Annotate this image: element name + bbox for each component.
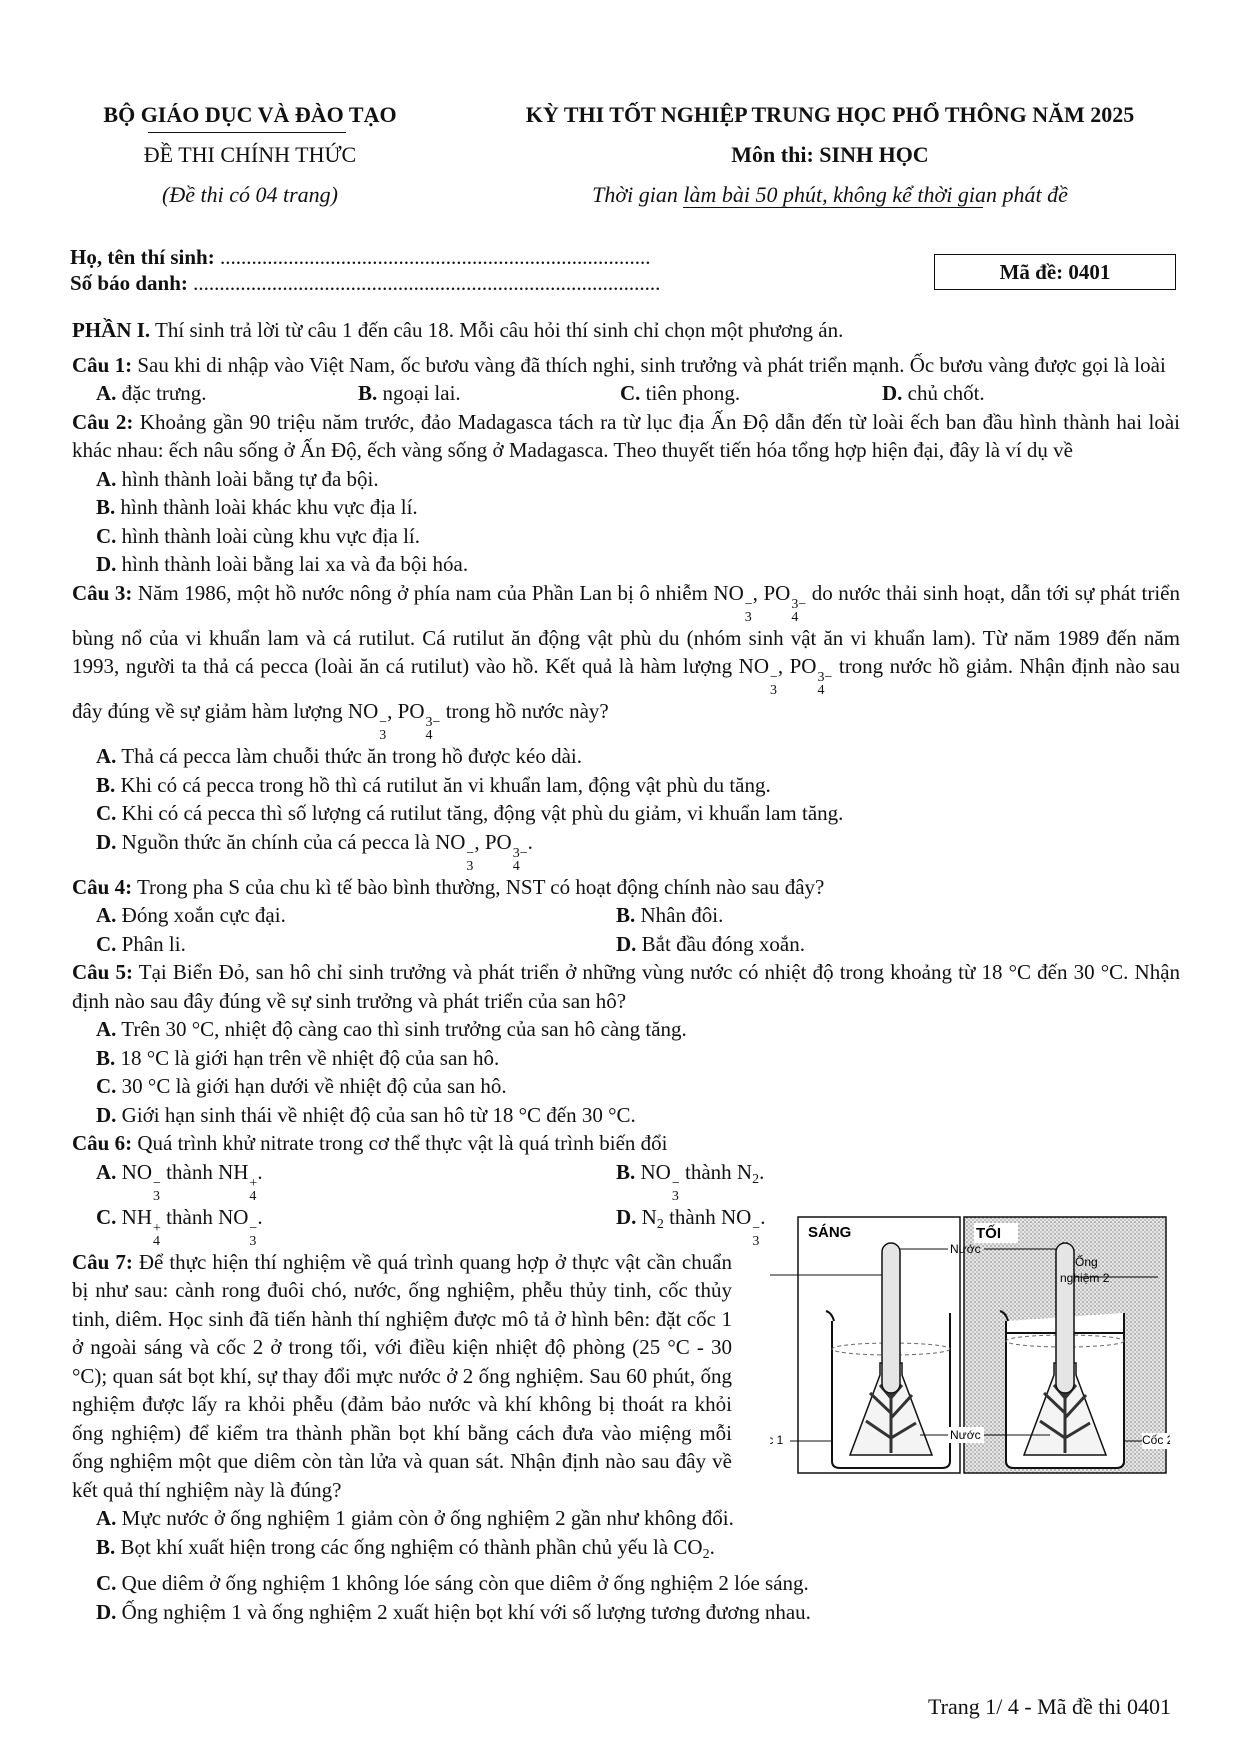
exam-body: PHẦN I. Thí sinh trả lời từ câu 1 đến câu 18. Mỗi câu hỏi thí sinh chỉ chọn một phương án. Câu 1: Sau khi di nhập vào Việt Nam, ốc bươu vàng đã thích nghi, sinh trưởng và phát triển mạnh. Ốc bươu vàng được gọi là loài A. đặc trưng. B. ngoại lai. C. tiên phong. D. chủ chốt. Câu 2: Khoảng gần 90 triệu năm trước, đảo Madagasca tách ra từ lục địa Ấn Độ dẫn đến từ loài ếch ban đầu hình thành hai loài khác nhau: ếch nâu sống ở Ấn Độ, ếch vàng sống ở Madagasca. Theo thuyết tiến hóa tổng hợp hiện đại, đây là ví dụ về A. hình thành loài bằng tự đa bội. B. hình thành loài khác khu vực địa lí. C. hình thành loài cùng khu vực địa lí. D. hình thành loài bằng lai xa và đa bội hóa. Câu 3: Năm 1986, một hồ nước nông ở phía nam của Phần Lan bị ô nhiễm NO − 3 , PO 3− 4 do nước thải sinh hoạt, dẫn tới sự phát triển bùng nổ của vi khuẩn lam và cá rutilut. Cá rutilut ăn động vật phù du (nhóm sinh vật ăn vi khuẩn lam). Từ năm 1989 đến năm 1993, người ta thả cá pecca (loài ăn cá rutilut) vào hồ. Kết quả là hàm lượng NO − 3 , PO 3− 4 trong nước hồ giảm. Nhận định nào sau đây đúng về sự giảm hàm lượng NO − 3 , PO 3− 4 trong hồ nước này? A. Thả cá pecca làm chuỗi thức ăn trong hồ được kéo dài. B. Khi có cá pecca trong hồ thì cá rutilut ăn vi khuẩn lam, động vật phù du tăng. C. Khi có cá pecca thì số lượng cá rutilut tăng, động vật phù du giảm, vi khuẩn lam tăng. D. Nguồn thức ăn chính của cá pecca là NO − 3 , PO 3− 4 . Câu 4: Trong pha S của chu kì tế bào bình thường, NST có hoạt động chính nào sau đây? A. Đóng xoắn cực đại. B. Nhân đôi. C. Phân li. D. Bắt đầu đóng xoắn. Câu 5: Tại Biển Đỏ, san hô chỉ sinh trưởng và phát triển ở những vùng nước có nhiệt độ trong khoảng từ 18 °C đến 30 °C. Nhận định nào sau đây đúng về sự sinh trưởng và phát triển của san hô? A. Trên 30 °C, nhiệt độ càng cao thì sinh trưởng của san hô càng tăng. B. 18 °C là giới hạn trên về nhiệt độ của san hô. C. 30 °C là giới hạn dưới về nhiệt độ của san hô. D. Giới hạn sinh thái về nhiệt độ của san hô từ 18 °C đến 30 °C. Câu 6: Quá trình khử nitrate trong cơ thể thực vật là quá trình biến đổi A. NO − 3 thành NH + 4 . B. NO − 3 thành $N_2$. C. NH + 4 thành NO − 3 . D. $N_2$ thành NO − 3 . Câu 7: Để thực hiện thí nghiệm về quá trình quang hợp ở thực vật cần chuẩn bị như sau: cành rong đuôi chó, nước, ống nghiệm, phễu thủy tinh, cốc thủy tinh, diêm. Học sinh đã tiến hành thí nghiệm được mô tả ở hình bên: đặt cốc 1 ở ngoài sáng và cốc 2 ở trong tối, với điều kiện nhiệt độ phòng (25 °C - 30 °C); quan sát bọt khí, sự thay đổi mực nước ở 2 ống nghiệm. Sau 60 phút, ống nghiệm được lấy ra khỏi phễu (đảm bảo nước và khí không bị thoát ra khỏi ống nghiệm) để kiểm tra thành phần bọt khí bằng cách đưa vào miệng mỗi ống nghiệm một que diêm còn tàn lửa và quan sát. Nhận định nào sau đây về kết quả thí nghiệm này là đúng? A. Mực nước ở ống nghiệm 1 giảm còn ở ống nghiệm 2 gần như không đổi. B. Bọt khí xuất hiện trong các ống nghiệm có thành phần chủ yếu là $CO_2$. C. Que diêm ở ống nghiệm 1 không lóe sáng còn que diêm ở ống nghiệm 2 lóe sáng. D. Ống nghiệm 1 và ống nghiệm 2 xuất hiện bọt khí với số lượng tương đương nhau. — [72, 318, 1181, 1624]
subject: Môn thi: SINH HỌC — [731, 142, 929, 167]
q2-text: Khoảng gần 90 triệu năm trước, đảo Madagasca tách ra từ lục địa Ấn Độ dẫn đến từ loài ếch ban đầu hình thành hai loài khác nhau: ếch nâu sống ở Ấn Độ, ếch vàng sống ở Madagasca. Theo thuyết tiến hóa tổng hợp hiện đại, đây là ví dụ về — [72, 409, 1180, 462]
q3-text-3: trong nước hồ giảm. Nhận định nào sau đây đúng về sự giảm hàm lượng — [72, 654, 1181, 723]
q3-text-4: trong hồ nước này? — [445, 699, 609, 723]
formula-no3: NO − 3 — [738, 654, 778, 698]
id-dots: ......................................................................................... — [193, 271, 661, 295]
q5-option-c: 30 °C là giới hạn dưới về nhiệt độ của san hô. — [121, 1074, 507, 1098]
q6-option-b: B. NO − 3 thành $N_2$. — [616, 1159, 765, 1204]
ministry-name: BỘ GIÁO DỤC VÀ ĐÀO TẠO — [103, 102, 397, 127]
q2-option-b: hình thành loài khác khu vực địa lí. — [120, 495, 418, 519]
cup1-label: c 1 — [770, 1433, 784, 1447]
q5-option-b: 18 °C là giới hạn trên về nhiệt độ của san hô. — [120, 1045, 500, 1070]
q3-option-a: Thả cá pecca làm chuỗi thức ăn trong hồ được kéo dài. — [121, 744, 582, 768]
q7-label: Câu 7: — [72, 1249, 133, 1274]
q1-option-d: chủ chốt. — [907, 381, 985, 405]
q3-option-b: Khi có cá pecca trong hồ thì cá rutilut ăn vi khuẩn lam, động vật phù du tăng. — [120, 772, 771, 797]
q5-option-a: Trên 30 °C, nhiệt độ càng cao thì sinh trưởng của san hô càng tăng. — [121, 1017, 687, 1041]
q7-text: Để thực hiện thí nghiệm về quá trình quang hợp ở thực vật cần chuẩn bị như sau: cành rong đuôi chó, nước, ống nghiệm, phễu thủy tinh, cốc thủy tinh, diêm. Học sinh đã tiến hành thí nghiệm được mô tả ở hình bên: đặt cốc 1 ở ngoài sáng và cốc 2 ở trong tối, với điều kiện nhiệt độ phòng (25 °C - 30 °C); quan sát bọt khí, sự thay đổi mực nước ở 2 ống nghiệm. Sau 60 phút, ống nghiệm được lấy ra khỏi phễu (đảm bảo nước và khí không bị thoát ra khỏi ống nghiệm) để kiểm tra thành phần bọt khí bằng cách đưa vào miệng mỗi ống nghiệm một que diêm còn tàn lửa và quan sát. Nhận định nào sau đây về kết quả thí nghiệm này là đúng? — [72, 1249, 732, 1502]
q7-option-b: Bọt khí xuất hiện trong các ống nghiệm có thành phần chủ yếu là CO — [120, 1534, 703, 1559]
q4-label: Câu 4: — [72, 874, 133, 899]
q7-option-a: Mực nước ở ống nghiệm 1 giảm còn ở ống nghiệm 2 gần như không đổi. — [121, 1506, 734, 1530]
q5-text: Tại Biển Đỏ, san hô chỉ sinh trưởng và phát triển ở những vùng nước có nhiệt độ trong khoảng từ 18 °C đến 30 °C. Nhận định nào sau đây đúng về sự sinh trưởng và phát triển của san hô? — [72, 960, 1181, 1013]
q5-option-d: Giới hạn sinh thái về nhiệt độ của san hô từ 18 °C đến 30 °C. — [121, 1102, 636, 1127]
q1-text: Sau khi di nhập vào Việt Nam, ốc bươu vàng đã thích nghi, sinh trưởng và phát triển mạnh. Ốc bươu vàng được gọi là loài — [137, 352, 1166, 377]
q3-option-c: Khi có cá pecca thì số lượng cá rutilut tăng, động vật phù du giảm, vi khuẩn lam tăng. — [121, 801, 844, 825]
cup2-label: Cốc — [1142, 1433, 1164, 1447]
formula-po4: PO 3− 4 — [789, 654, 833, 698]
formula-po4: PO 3− 4 — [484, 829, 528, 874]
formula-no3: NO − 3 — [435, 829, 475, 874]
q4-option-b: Nhân đôi. — [640, 903, 724, 927]
formula-po4: PO 3− 4 — [763, 580, 807, 625]
formula-no3: NO − 3 — [713, 580, 753, 625]
q1-options: A. đặc trưng. B. ngoại lai. C. tiên phong. D. chủ chốt. — [96, 381, 985, 405]
id-label: Số báo danh: — [70, 271, 188, 295]
tube2-label-2: nghiệm 2 — [1060, 1271, 1110, 1285]
q7-option-d: Ống nghiệm 1 và ống nghiệm 2 xuất hiện bọt khí với số lượng tương đương nhau. — [121, 1599, 811, 1624]
q1-option-b: ngoại lai. — [382, 381, 461, 405]
header-right — [480, 95, 1180, 215]
candidate-info — [70, 244, 660, 296]
formula-no3: NO − 3 — [347, 699, 388, 743]
exam-code-box: Mã đề: 0401 — [934, 254, 1176, 290]
q2-option-c: hình thành loài cùng khu vực địa lí. — [121, 523, 420, 548]
experiment-figure — [770, 1213, 1170, 1486]
q1-option-a: đặc trưng. — [121, 381, 207, 405]
q5-label: Câu 5: — [72, 960, 133, 984]
header-left-underline — [148, 132, 346, 133]
pages-note: (Đề thi có 04 trang) — [162, 182, 338, 207]
water-label-top: Nước — [950, 1242, 981, 1256]
exam-title: KỲ THI TỐT NGHIỆP TRUNG HỌC PHỔ THÔNG NĂM 2025 — [525, 102, 1135, 127]
formula-po4: PO 3− 4 — [397, 699, 441, 743]
q1-option-c: tiên phong. — [645, 381, 741, 405]
q2-label: Câu 2: — [72, 409, 134, 434]
q2-option-a: hình thành loài bằng tự đa bội. — [121, 466, 379, 491]
q4-option-a: Đóng xoắn cực đại. — [121, 903, 286, 927]
light-label: SÁNG — [808, 1224, 852, 1241]
q6-option-a: A. NO − 3 thành NH + 4 . — [96, 1159, 263, 1204]
q3-label: Câu 3: — [72, 580, 133, 605]
dark-label: TỐI — [976, 1225, 1001, 1242]
header-right-underline — [683, 207, 983, 208]
q6-label: Câu 6: — [72, 1131, 133, 1155]
q4-text: Trong pha S của chu kì tế bào bình thường, NST có hoạt động chính nào sau đây? — [136, 874, 825, 899]
q3-text-2: do nước thải sinh hoạt, dẫn tới sự phát triển bùng nổ của vi khuẩn lam và cá rutilut. Cá rutilut ăn động vật phù du (nhóm sinh vật ăn vi khuẩn lam). Từ năm 1989 đến năm 1993, người ta thả cá pecca (loài ăn cá rutilut) vào hồ. Kết quả là hàm lượng — [72, 580, 1181, 678]
name-label: Họ, tên thí sinh: — [70, 245, 215, 269]
exam-time: Thời gian làm bài 50 phút, không kể thời gian phát đề — [592, 182, 1068, 207]
q4-option-d: Bắt đầu đóng xoắn. — [641, 931, 805, 956]
q3-option-d: Nguồn thức ăn chính của cá pecca là — [121, 829, 430, 854]
water-label-bottom: Nước — [950, 1428, 981, 1442]
header-left — [70, 95, 430, 215]
q1-label: Câu 1: — [72, 352, 133, 377]
name-dots: .................................................................................. — [219, 245, 651, 269]
part1-instruction: Thí sinh trả lời từ câu 1 đến câu 18. Mỗi câu hỏi thí sinh chỉ chọn một phương án. — [155, 318, 844, 342]
q4-option-c: Phân li. — [121, 931, 186, 956]
q6-option-d: D. $N_2$ thành NO − 3 . — [616, 1204, 766, 1249]
part1-title: PHẦN I. — [72, 318, 151, 342]
q6-option-c: C. NH + 4 thành NO − 3 . — [96, 1204, 263, 1249]
tube2-label-1: Ống — [1075, 1255, 1098, 1269]
page-footer: Trang 1/ 4 - Mã đề thi 0401 — [927, 1694, 1171, 1719]
q3-text-1: Năm 1986, một hồ nước nông ở phía nam của Phần Lan bị ô nhiễm — [137, 580, 708, 605]
q6-text: Quá trình khử nitrate trong cơ thể thực vật là quá trình biến đổi — [137, 1131, 668, 1155]
q7-option-c: Que diêm ở ống nghiệm 1 không lóe sáng còn que diêm ở ống nghiệm 2 lóe sáng. — [121, 1571, 809, 1595]
official-label: ĐỀ THI CHÍNH THỨC — [143, 142, 357, 167]
q2-option-d: hình thành loài bằng lai xa và đa bội hóa. — [121, 552, 469, 576]
